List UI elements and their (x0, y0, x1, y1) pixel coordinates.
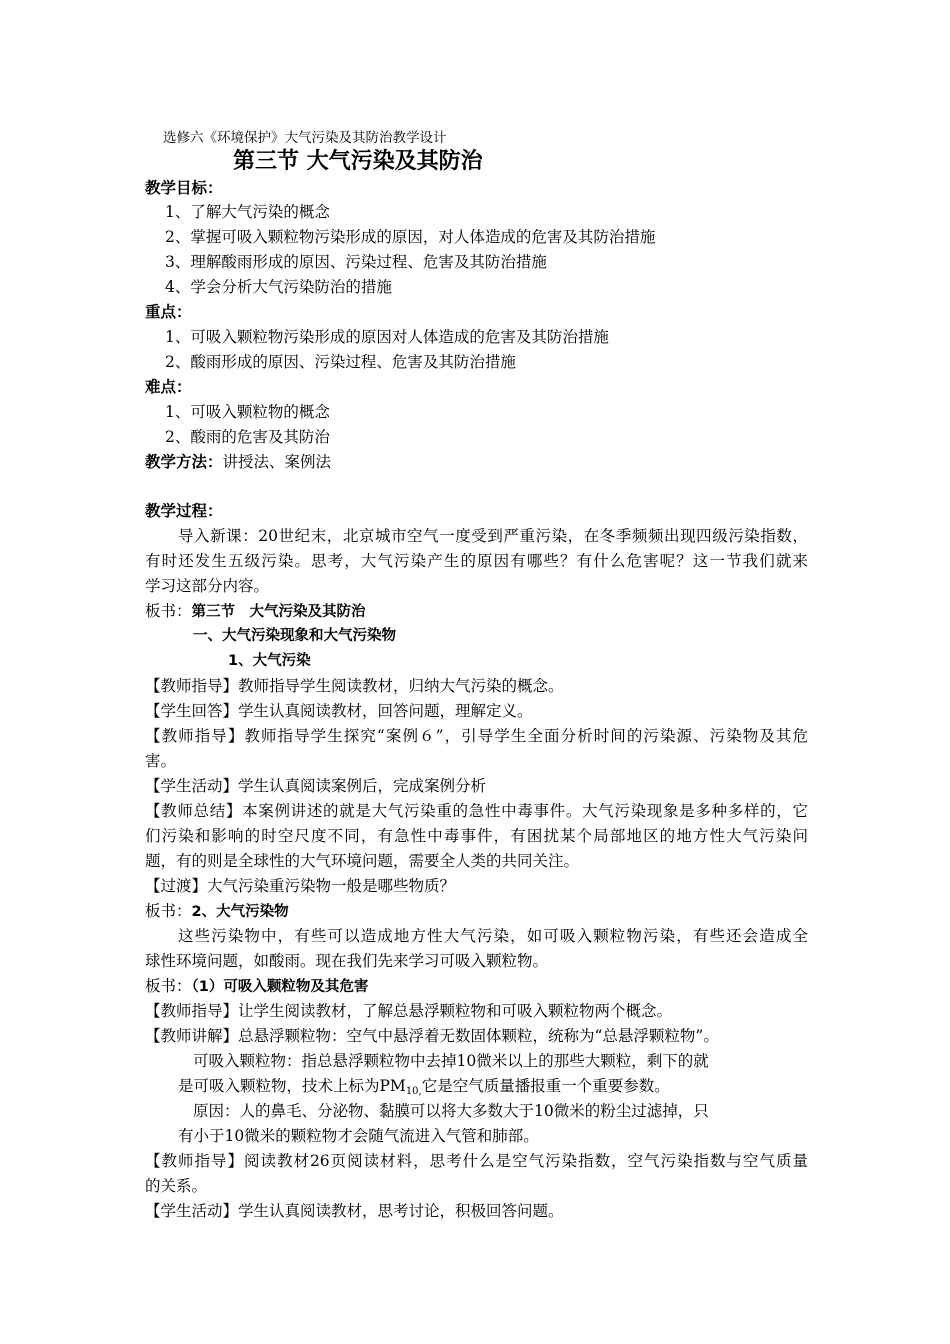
paragraph: 【学生回答】学生认真阅读教材，回答问题，理解定义。 (145, 702, 533, 720)
paragraph: 的关系。 (145, 1177, 208, 1195)
pm-text: 它是空气质量播报重一个重要参数。 (421, 1077, 670, 1095)
difficulty-item: 2、酸雨的危害及其防治 (165, 428, 330, 446)
page-title: 第三节 大气污染及其防治 (233, 149, 483, 174)
intro-line: 有时还发生五级污染。思考，大气污染产生的原因有哪些？有什么危害呢？这一节我们就来 (145, 552, 808, 570)
paragraph: 【学生活动】学生认真阅读案例后，完成案例分析 (145, 777, 487, 795)
section-heading: 一、大气污染现象和大气污染物 (193, 628, 396, 644)
paragraph: 【教师指导】教师指导学生探究“案例６”，引导学生全面分析时间的污染源、污染物及其危 (145, 727, 808, 745)
teaching-method (145, 451, 331, 473)
pm-text: 是可吸入颗粒物，技术上标为PM (178, 1077, 406, 1095)
objective-item: 4、学会分析大气污染防治的措施 (165, 278, 392, 296)
paragraph: 原因：人的鼻毛、分泌物、黏膜可以将大多数大于10微米的粉尘过滤掉，只 (193, 1102, 709, 1120)
objective-item: 3、理解酸雨形成的原因、污染过程、危害及其防治措施 (165, 253, 547, 271)
key-points-heading: 重点： (145, 302, 192, 321)
board-note-1 (145, 600, 366, 623)
paragraph: 【教师指导】让学生阅读教材，了解总悬浮颗粒物和可吸入颗粒物两个概念。 (145, 1002, 673, 1020)
paragraph: 害。 (145, 752, 177, 770)
intro-line: 导入新课：20世纪末，北京城市空气一度受到严重污染，在冬季频频出现四级污染指数， (178, 527, 808, 545)
paragraph: 这些污染物中，有些可以造成地方性大气污染，如可吸入颗粒物污染，有些还会造成全 (178, 927, 808, 945)
process-heading: 教学过程： (145, 501, 223, 520)
paragraph: 【教师总结】本案例讲述的就是大气污染重的急性中毒事件。大气污染现象是多种多样的，它 (145, 802, 808, 820)
paragraph: 题，有的则是全球性的大气环境问题，需要全人类的共同关注。 (145, 852, 580, 870)
document-subtitle: 选修六《环境保护》大气污染及其防治教学设计 (163, 130, 447, 146)
paragraph: 球性环境问题，如酸雨。现在我们先来学习可吸入颗粒物。 (145, 952, 549, 970)
subsection-heading: 1、大气污染 (228, 653, 311, 669)
objective-item: 2、掌握可吸入颗粒物污染形成的原因，对人体造成的危害及其防治措施 (165, 228, 656, 246)
paragraph: 有小于10微米的颗粒物才会随气流进入气管和肺部。 (178, 1127, 539, 1145)
board-note-2 (145, 900, 289, 923)
paragraph: 【教师讲解】总悬浮颗粒物：空气中悬浮着无数固体颗粒，统称为“总悬浮颗粒物”。 (145, 1027, 719, 1045)
board-heading: 2、大气污染物 (191, 904, 289, 920)
intro-line: 学习这部分内容。 (145, 577, 270, 595)
difficulties-heading: 难点： (145, 377, 192, 396)
key-point-item: 2、酸雨形成的原因、污染过程、危害及其防治措施 (165, 353, 516, 371)
board-prefix: 板书： (145, 602, 192, 620)
objective-item: 1、了解大气污染的概念 (165, 203, 330, 221)
board-note-3 (145, 975, 368, 998)
paragraph: 可吸入颗粒物：指总悬浮颗粒物中去掉10微米以上的那些大颗粒，剩下的就 (193, 1052, 709, 1070)
difficulty-item: 1、可吸入颗粒物的概念 (165, 403, 330, 421)
board-heading: 第三节 大气污染及其防治 (191, 604, 366, 620)
objectives-heading: 教学目标： (145, 178, 223, 197)
method-value: 讲授法、案例法 (222, 453, 332, 471)
key-point-item: 1、可吸入颗粒物污染形成的原因对人体造成的危害及其防治措施 (165, 328, 609, 346)
board-heading: （1）可吸入颗粒物及其危害 (191, 979, 369, 995)
paragraph: 【教师指导】教师指导学生阅读教材，归纳大气污染的概念。 (145, 677, 564, 695)
board-prefix: 板书： (145, 977, 192, 995)
paragraph: 【过渡】大气污染重污染物一般是哪些物质？ (145, 877, 456, 895)
paragraph (178, 1075, 670, 1097)
pm-subscript: 10, (405, 1086, 422, 1097)
board-prefix: 板书： (145, 902, 192, 920)
paragraph: 们污染和影响的时空尺度不同，有急性中毒事件，有困扰某个局部地区的地方性大气污染问 (145, 827, 808, 845)
paragraph: 【学生活动】学生认真阅读教材，思考讨论，积极回答问题。 (145, 1202, 564, 1220)
method-label: 教学方法： (145, 452, 223, 471)
paragraph: 【教师指导】阅读教材26页阅读材料，思考什么是空气污染指数，空气污染指数与空气质量 (145, 1152, 808, 1170)
